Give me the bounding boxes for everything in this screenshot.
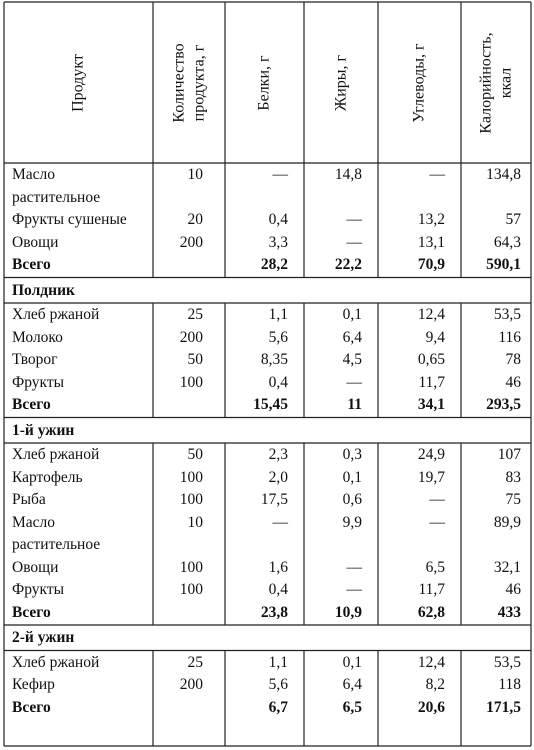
product-name: Фрукты сушеные xyxy=(12,211,127,228)
calories-value: 433 xyxy=(497,603,521,621)
quantity-value: 25 xyxy=(187,653,203,671)
protein-value: 28,2 xyxy=(260,256,288,273)
fat-value: — xyxy=(346,581,362,598)
carbs-value: 70,9 xyxy=(417,256,445,273)
product-name: Творог xyxy=(12,351,58,368)
quantity-value: 50 xyxy=(187,351,203,368)
fat-value: 0,1 xyxy=(342,653,362,671)
product-name: Молоко xyxy=(12,328,63,346)
fat-value: — xyxy=(346,558,362,576)
carbs-value: 0,65 xyxy=(417,351,445,368)
calories-value: 75 xyxy=(505,491,521,508)
calories-value: 32,1 xyxy=(493,558,521,576)
fat-value: — xyxy=(346,211,362,228)
fat-value: 6,4 xyxy=(342,676,362,693)
calories-value: 83 xyxy=(505,468,521,486)
protein-value: 0,4 xyxy=(268,211,288,228)
fat-value: 14,8 xyxy=(334,166,362,183)
section-title: 1-й ужин xyxy=(12,421,75,439)
protein-value: — xyxy=(272,513,288,531)
calories-header: Калорийность, ккал xyxy=(477,31,514,134)
protein-value: 2,0 xyxy=(268,468,288,486)
quantity-value: 100 xyxy=(179,558,203,576)
carbs-value: 24,9 xyxy=(417,446,445,463)
fat-value: 0,3 xyxy=(342,446,362,463)
carbs-value: 9,4 xyxy=(425,328,445,346)
total-label: Всего xyxy=(12,396,51,413)
product-name: Фрукты xyxy=(12,581,65,598)
calories-value: 590,1 xyxy=(486,256,521,273)
product-name: Масло xyxy=(12,166,56,183)
fat-value: 9,9 xyxy=(342,513,362,531)
protein-value: 0,4 xyxy=(268,581,288,598)
calories-value: 46 xyxy=(505,581,521,598)
calories-value: 171,5 xyxy=(486,698,521,716)
product-name: Фрукты xyxy=(12,373,65,391)
carbs-value: — xyxy=(429,513,445,531)
protein-value: 2,3 xyxy=(268,446,288,463)
product-name: Овощи xyxy=(12,233,59,251)
product-name: Картофель xyxy=(12,468,83,486)
quantity-value: 100 xyxy=(179,581,203,598)
protein-value: 5,6 xyxy=(268,328,288,346)
calories-value: 57 xyxy=(505,211,521,228)
carbs-value: 62,8 xyxy=(417,603,445,621)
carbs-value: — xyxy=(429,166,445,183)
calories-value: 89,9 xyxy=(493,513,521,531)
carbs-value: 8,2 xyxy=(425,676,445,693)
calories-value: 293,5 xyxy=(486,396,521,413)
protein-value: 0,4 xyxy=(268,373,288,391)
calories-value: 53,5 xyxy=(493,306,521,323)
protein-value: 1,6 xyxy=(268,558,288,576)
quantity-value: 50 xyxy=(187,446,203,463)
product-name: Масло xyxy=(12,513,56,531)
fat-value: 10,9 xyxy=(334,603,362,621)
fat-value: 6,4 xyxy=(342,328,362,346)
protein-value: — xyxy=(272,166,288,183)
carbs-value: 12,4 xyxy=(417,306,445,323)
calories-value: 134,8 xyxy=(486,166,521,183)
product-name: растительное xyxy=(12,536,101,553)
quantity-value: 200 xyxy=(179,676,203,693)
calories-value: 64,3 xyxy=(493,233,521,251)
calories-value: 78 xyxy=(505,351,521,368)
carbs-value: 12,4 xyxy=(417,653,445,671)
carbs-value: 34,1 xyxy=(417,396,445,413)
quantity-value: 100 xyxy=(179,468,203,486)
total-label: Всего xyxy=(12,603,51,621)
protein-value: 5,6 xyxy=(268,676,288,693)
total-label: Всего xyxy=(12,256,51,273)
carbs-value: 11,7 xyxy=(418,581,445,598)
carbs-value: 19,7 xyxy=(417,468,445,486)
fat-header: Жиры, г xyxy=(332,54,349,111)
calories-value: 53,5 xyxy=(493,653,521,671)
product-name: Хлеб ржаной xyxy=(12,653,100,671)
quantity-value: 10 xyxy=(187,513,203,531)
protein-value: 1,1 xyxy=(268,653,288,671)
quantity-value: 20 xyxy=(187,211,203,228)
fat-value: 0,1 xyxy=(342,306,362,323)
carbs-value: 13,2 xyxy=(417,211,445,228)
quantity-header: Количество продукта, г xyxy=(170,42,207,123)
protein-value: 23,8 xyxy=(260,603,288,621)
protein-value: 15,45 xyxy=(253,396,288,413)
quantity-value: 200 xyxy=(179,233,203,251)
fat-value: 0,1 xyxy=(342,468,362,486)
calories-value: 46 xyxy=(505,373,521,391)
fat-value: 22,2 xyxy=(334,256,362,273)
fat-value: 11 xyxy=(347,396,362,413)
carbs-header: Углеводы, г xyxy=(410,42,428,123)
product-name: Рыба xyxy=(12,491,46,508)
quantity-value: 25 xyxy=(187,306,203,323)
protein-value: 8,35 xyxy=(260,351,288,368)
protein-value: 6,7 xyxy=(268,698,288,716)
quantity-value: 10 xyxy=(187,166,203,183)
product-name: растительное xyxy=(12,188,101,206)
quantity-value: 100 xyxy=(179,491,203,508)
calories-value: 116 xyxy=(498,328,521,346)
fat-value: 0,6 xyxy=(342,491,362,508)
calories-value: 118 xyxy=(498,676,521,693)
quantity-value: 200 xyxy=(179,328,203,346)
total-label: Всего xyxy=(12,698,51,716)
carbs-value: 20,6 xyxy=(417,698,445,716)
product-header: Продукт xyxy=(69,53,87,112)
fat-value: 6,5 xyxy=(342,698,362,716)
product-name: Хлеб ржаной xyxy=(12,446,100,463)
protein-value: 17,5 xyxy=(260,491,288,508)
carbs-value: 6,5 xyxy=(425,558,445,576)
calories-value: 107 xyxy=(497,446,521,463)
carbs-value: 11,7 xyxy=(418,373,445,391)
fat-value: 4,5 xyxy=(342,351,362,368)
protein-header: Белки, г xyxy=(255,54,273,111)
protein-value: 1,1 xyxy=(268,306,288,323)
fat-value: — xyxy=(346,373,362,391)
fat-value: — xyxy=(346,233,362,251)
product-name: Овощи xyxy=(12,558,59,576)
section-title: Полдник xyxy=(12,281,75,299)
product-name: Кефир xyxy=(12,676,55,693)
quantity-value: 100 xyxy=(179,373,203,391)
product-name: Хлеб ржаной xyxy=(12,306,100,323)
carbs-value: 13,1 xyxy=(417,233,445,251)
protein-value: 3,3 xyxy=(268,233,288,251)
carbs-value: — xyxy=(429,491,445,508)
section-title: 2-й ужин xyxy=(12,629,75,646)
